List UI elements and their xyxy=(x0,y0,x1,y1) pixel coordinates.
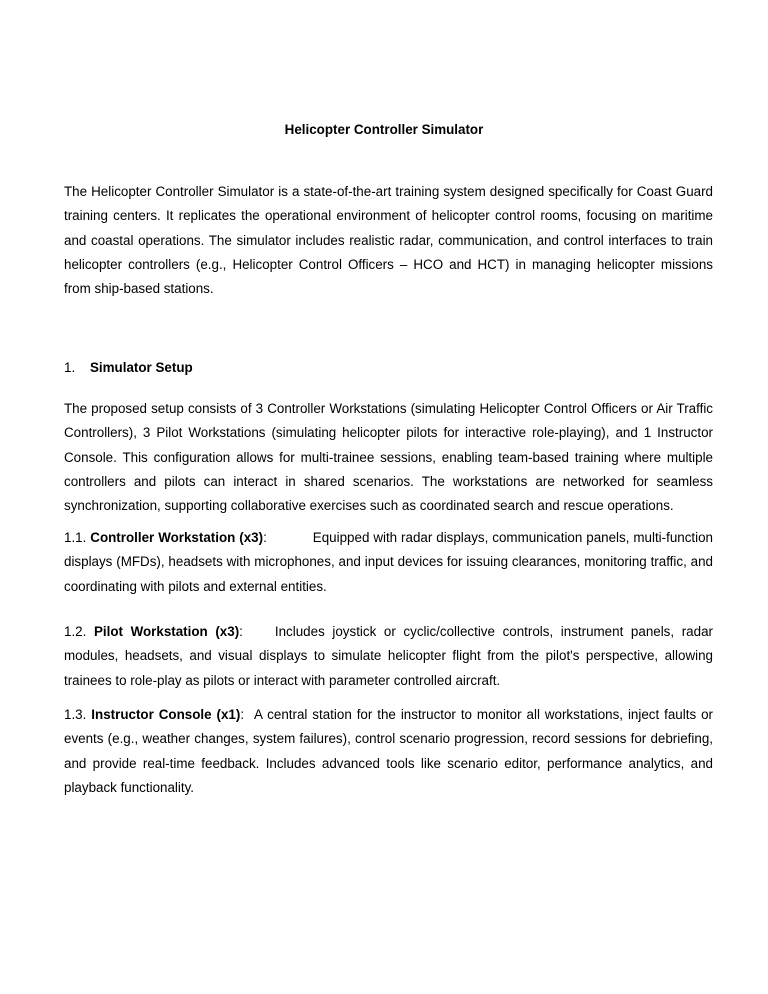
item-label: Controller Workstation (x3) xyxy=(90,530,264,545)
document-title: Helicopter Controller Simulator xyxy=(284,122,484,137)
item-label: Pilot Workstation (x3) xyxy=(93,624,240,639)
section-heading xyxy=(64,356,193,380)
instructor-console-item xyxy=(64,703,713,800)
item-colon: : xyxy=(240,707,245,722)
item-colon: : xyxy=(239,624,243,639)
item-colon: : xyxy=(263,530,267,545)
intro-paragraph: The Helicopter Controller Simulator is a state-of-the-art training system designed specifically for Coast Guard training centers. It replicates the operational environment of helicopter control rooms, focusing on maritime and coastal operations. The simulator includes realistic radar, communication, and control interfaces to train helicopter controllers (e.g., Helicopter Control Officers – HCO and HCT) in managing helicopter missions from ship-based stations. xyxy=(64,184,713,297)
section-number: 1. xyxy=(64,360,76,375)
section-title: Simulator Setup xyxy=(90,360,193,375)
item-number: 1.3. xyxy=(64,707,87,722)
setup-paragraph: The proposed setup consists of 3 Controller Workstations (simulating Helicopter Control Officers or Air Traffic Controllers), 3 Pilot Workstations (simulating helicopter pilots for interactive role-playing), and 1 Instructor Console. This configuration allows for multi-trainee sessions, enabling team-based training where multiple controllers and pilots can interact in shared scenarios. The workstations are networked for seamless synchronization, supporting collaborative exercises such as coordinated search and rescue operations. xyxy=(64,401,713,514)
item-text: Equipped with radar displays, communication panels, multi-function displays (MFDs), headsets with microphones, and input devices for issuing clearances, monitoring traffic, and coordinating with pilots and external entities. xyxy=(64,530,713,594)
controller-workstation-item xyxy=(64,526,713,599)
item-text: Includes joystick or cyclic/collective controls, instrument panels, radar modules, headsets, and visual displays to simulate helicopter flight from the pilot's perspective, allowing trainees to role-play as pilots or interact with parameter controlled aircraft. xyxy=(64,624,713,688)
item-number: 1.2. xyxy=(64,624,87,639)
item-label: Instructor Console (x1) xyxy=(91,707,241,722)
pilot-workstation-item xyxy=(64,620,713,693)
item-text: A central station for the instructor to monitor all workstations, inject faults or events (e.g., weather changes, system failures), control scenario progression, record sessions for debriefing, and provide real-time feedback. Includes advanced tools like scenario editor, performance analytics, and playback functionality. xyxy=(64,707,713,795)
item-number: 1.1. xyxy=(64,530,87,545)
